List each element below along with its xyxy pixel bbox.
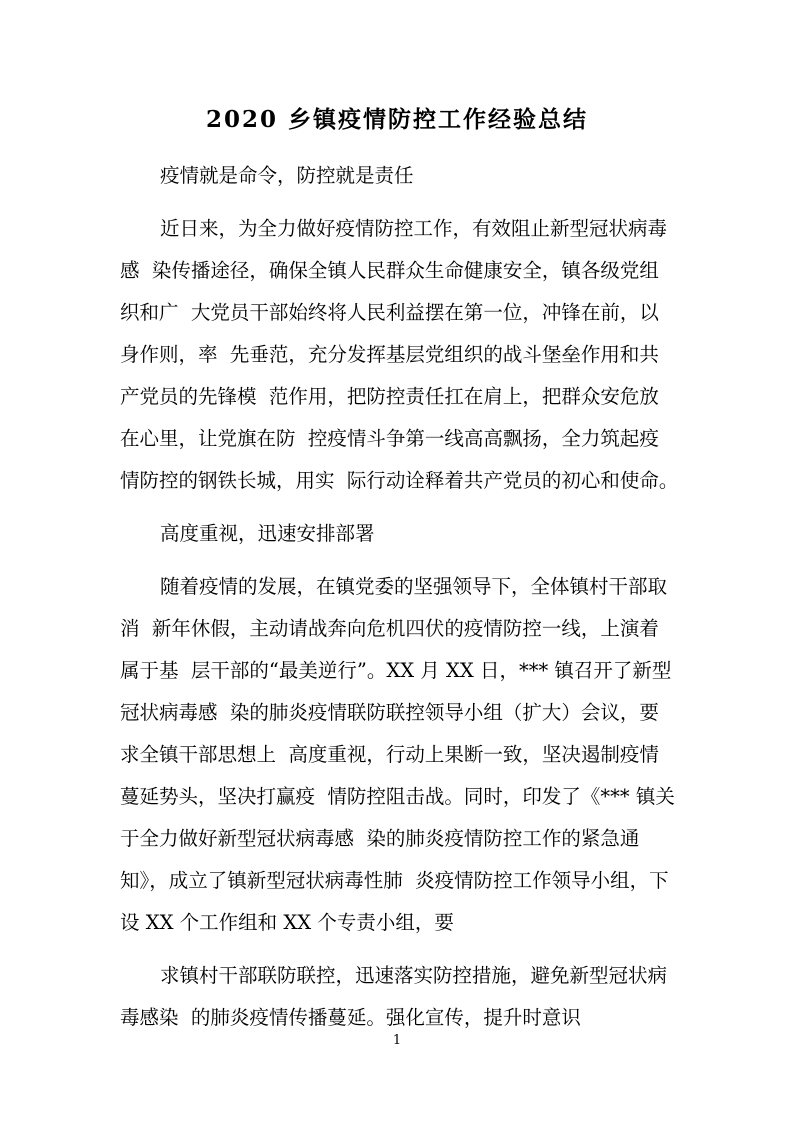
paragraph-line: 身作则，率 先垂范，充分发挥基层党组织的战斗堡垒作用和共 bbox=[120, 343, 659, 366]
page-number: 1 bbox=[392, 1033, 402, 1048]
paragraph-line: 随着疫情的发展，在镇党委的坚强领导下，全体镇村干部取 bbox=[160, 575, 668, 598]
paragraph-line: 求全镇干部思想上 高度重视，行动上果断一致，坚决遏制疫情 bbox=[120, 743, 659, 766]
paragraph-line: 冠状病毒感 染的肺炎疫情联防联控领导小组（扩大）会议，要 bbox=[120, 701, 659, 724]
paragraph-line: 织和广 大党员干部始终将人民利益摆在第一位，冲锋在前，以 bbox=[120, 301, 659, 324]
paragraph-line: 毒感染 的肺炎疫情传播蔓延。强化宣传，提升时意识 bbox=[120, 1006, 581, 1029]
paragraph-line: 在心里，让党旗在防 控疫情斗争第一线高高飘扬，全力筑起疫 bbox=[120, 427, 659, 450]
paragraph-line: 消 新年休假，主动请战奔向危机四伏的疫情防控一线，上演着 bbox=[120, 617, 659, 640]
paragraph-line: 求镇村干部联防联控，迅速落实防控措施，避免新型冠状病 bbox=[160, 964, 668, 987]
paragraph-line: 感 染传播途径，确保全镇人民群众生命健康安全，镇各级党组 bbox=[120, 259, 659, 282]
paragraph-line: 于全力做好新型冠状病毒感 染的肺炎疫情防控工作的紧急通 bbox=[120, 827, 640, 850]
document-title: 2020 乡镇疫情防控工作经验总结 bbox=[205, 106, 589, 133]
section-heading: 疫情就是命令，防控就是责任 bbox=[160, 164, 414, 187]
paragraph-line: 情防控的钢铁长城，用实 际行动诠释着共产党员的初心和使命。 bbox=[120, 469, 679, 492]
paragraph-line: 近日来，为全力做好疫情防控工作，有效阻止新型冠状病毒 bbox=[160, 217, 668, 240]
paragraph-line: 属于基 层干部的“最美逆行”。XX 月 XX 日，*** 镇召开了新型 bbox=[120, 659, 672, 682]
section-heading: 高度重视，迅速安排部署 bbox=[160, 522, 375, 545]
paragraph-line: 产党员的先锋模 范作用，把防控责任扛在肩上，把群众安危放 bbox=[120, 385, 659, 408]
paragraph-line: 设 XX 个工作组和 XX 个专责小组，要 bbox=[120, 911, 454, 934]
paragraph-line: 蔓延势头，坚决打赢疫 情防控阻击战。同时，印发了《*** 镇关 bbox=[120, 785, 675, 808]
paragraph-line: 知》，成立了镇新型冠状病毒性肺 炎疫情防控工作领导小组，下 bbox=[120, 869, 669, 892]
